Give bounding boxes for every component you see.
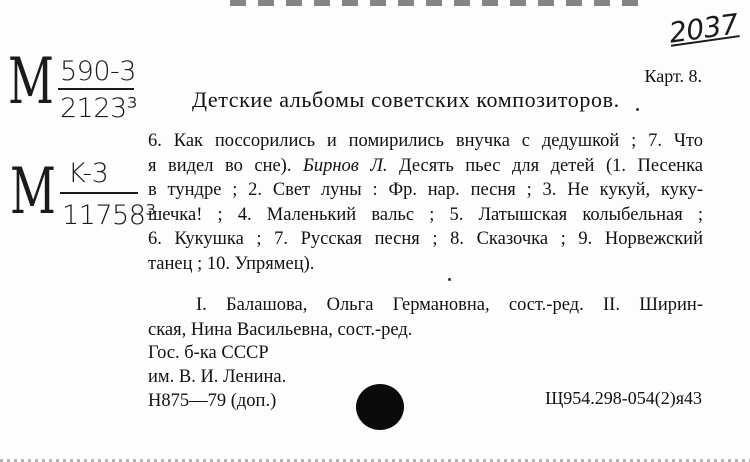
scan-speck bbox=[448, 278, 451, 281]
shelf-mark-1-top: 590-3 bbox=[60, 56, 136, 87]
card-number: Карт. 8. bbox=[644, 66, 702, 86]
shelf-mark-2-top: K-3 bbox=[68, 158, 109, 189]
library-name-line: им. В. И. Ленина. bbox=[148, 367, 287, 387]
contents-line: шечка! ; 4. Маленький вальс ; 5. Латышская колыбельная ; bbox=[148, 204, 703, 225]
shelf-mark-2-fraction-line bbox=[60, 192, 138, 194]
contents-paragraph bbox=[148, 129, 703, 276]
contents-text: Десять пьес для детей (1. Песенка bbox=[387, 155, 703, 176]
shelf-mark-1-fraction-line bbox=[58, 88, 134, 90]
card-top-edge bbox=[230, 0, 650, 6]
contributors-line: ская, Нина Васильевна, сост.-ред. bbox=[148, 319, 413, 340]
contents-line-with-author bbox=[148, 154, 703, 179]
punch-hole bbox=[356, 384, 404, 430]
contents-line: танец ; 10. Упрямец). bbox=[148, 253, 315, 274]
card-title: Детские альбомы советских композиторов. bbox=[192, 87, 620, 112]
classification-code: Щ954.298-054(2)я43 bbox=[545, 388, 702, 408]
author-name: Бирнов Л. bbox=[302, 155, 388, 176]
shelf-mark-2-letter: M bbox=[10, 155, 56, 229]
contents-line: 6. Кукушка ; 7. Русская песня ; 8. Сказочка ; 9. Норвежский bbox=[148, 229, 703, 249]
order-code: Н875—79 (доп.) bbox=[148, 391, 277, 411]
shelf-mark-2-bottom: 11758³ bbox=[62, 200, 156, 231]
scan-speck bbox=[636, 108, 639, 111]
contents-text: я видел во сне). bbox=[148, 155, 303, 176]
contributors-line: I. Балашова, Ольга Германовна, сост.-ред. II. Ширин- bbox=[196, 295, 703, 315]
shelf-mark-1-bottom: 2123³ bbox=[60, 93, 138, 124]
contents-line: 6. Как поссорились и помирились внучка с дедушкой ; 7. Что bbox=[148, 131, 703, 151]
library-name-line: Гос. б-ка СССР bbox=[148, 343, 269, 363]
shelf-mark-1-letter: M bbox=[8, 45, 54, 119]
corner-handwritten-mark: 2037 bbox=[666, 7, 740, 50]
contents-line: в тундре ; 2. Свет луны : Фр. нар. песня ; 3. Не кукуй, куку- bbox=[148, 180, 703, 200]
contributors-note bbox=[148, 293, 703, 342]
